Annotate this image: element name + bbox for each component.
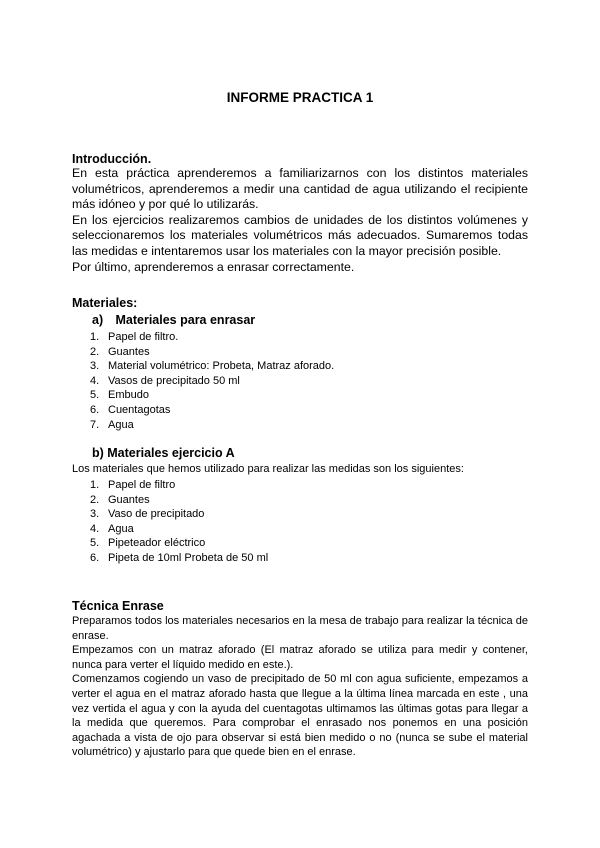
introduccion-paragraph-1: En esta práctica aprenderemos a familiarizarnos con los distintos materiales volumétricos, aprenderemos a medir una cantidad de agua utilizando el recipiente más idóneo y por qué lo utilizarás. <box>72 166 528 212</box>
list-item-number: 6. <box>90 551 100 564</box>
list-item-text: Agua <box>108 418 134 431</box>
introduccion-paragraph-2: En los ejercicios realizaremos cambios de unidades de los distintos volúmenes y seleccionaremos los materiales volumétricos más adecuados. Sumaremos todas las medidas e intentaremos usar los materiales con la mayor precisión posible. <box>72 212 528 258</box>
list-item <box>90 388 334 403</box>
tecnica-paragraph-3: Comenzamos cogiendo un vaso de precipitado de 50 ml con agua suficiente, empezamos a verter el agua en el matraz aforado hasta que llegue a la última línea marcada en este , una vez vertida el agua y con la ayuda del cuentagotas ultimamos las últimas gotas para llegar a la medida que queremos. Para comprobar el enrasado nos ponemos en una posición agachada a vista de ojo para observar si está bien medido o no (nunca se sube el material volumétrico) y ajustarlo para que quede bien en el enrase. <box>72 673 528 759</box>
list-item-text: Vaso de precipitado <box>108 508 205 521</box>
list-item-text: Pipeta de 10ml Probeta de 50 ml <box>108 551 269 564</box>
list-item-number: 1. <box>90 479 100 491</box>
tecnica-paragraph-2: Empezamos con un matraz aforado (El matraz aforado se utiliza para medir y contener, nunca para verter el líquido medido en este.). <box>72 644 528 671</box>
list-item <box>90 522 268 537</box>
introduccion-paragraph-3: Por último, aprenderemos a enrasar correctamente. <box>72 259 355 274</box>
list-item <box>90 478 268 493</box>
materiales-a-label: a) <box>92 313 104 327</box>
list-item <box>90 359 334 374</box>
list-item-text: Embudo <box>108 389 149 402</box>
introduccion-heading: Introducción. <box>72 152 152 166</box>
list-item <box>90 493 268 508</box>
list-item-text: Papel de filtro <box>108 479 176 491</box>
list-item-number: 4. <box>90 374 100 387</box>
list-item-number: 2. <box>90 345 100 358</box>
tecnica-body <box>72 614 528 760</box>
list-item-number: 5. <box>90 537 100 550</box>
tecnica-heading: Técnica Enrase <box>72 599 164 613</box>
materiales-a-list <box>90 330 334 432</box>
list-item <box>90 418 334 433</box>
list-item-text: Material volumétrico: Probeta, Matraz aforado. <box>108 360 335 373</box>
list-item-number: 4. <box>90 522 100 535</box>
list-item <box>90 330 334 345</box>
list-item-text: Agua <box>108 522 134 535</box>
materiales-b-list <box>90 478 268 566</box>
document-title: INFORME PRACTICA 1 <box>226 90 374 105</box>
list-item-number: 3. <box>90 508 100 521</box>
list-item <box>90 345 334 360</box>
list-item-text: Vasos de precipitado 50 ml <box>108 374 240 387</box>
list-item <box>90 374 334 389</box>
materiales-a-heading <box>92 313 255 327</box>
materiales-heading: Materiales: <box>72 296 138 310</box>
list-item-number: 2. <box>90 493 100 506</box>
tecnica-paragraph-1: Preparamos todos los materiales necesarios en la mesa de trabajo para realizar la técnica de enrase. <box>72 615 528 642</box>
list-item-number: 6. <box>90 403 100 416</box>
materiales-b-heading: b) Materiales ejercicio A <box>92 446 235 460</box>
list-item-number: 3. <box>90 360 100 373</box>
introduccion-body <box>72 166 528 275</box>
list-item-text: Pipeteador eléctrico <box>108 537 206 550</box>
list-item-text: Cuentagotas <box>108 403 171 416</box>
list-item <box>90 536 268 551</box>
list-item-text: Guantes <box>108 493 150 506</box>
list-item-text: Papel de filtro. <box>108 331 179 343</box>
list-item-number: 5. <box>90 389 100 402</box>
list-item <box>90 551 268 566</box>
list-item <box>90 403 334 418</box>
list-item-number: 7. <box>90 418 100 431</box>
list-item-number: 1. <box>90 331 100 343</box>
list-item-text: Guantes <box>108 345 150 358</box>
materiales-b-description: Los materiales que hemos utilizado para realizar las medidas son los siguientes: <box>72 463 464 475</box>
list-item <box>90 507 268 522</box>
materiales-a-title: Materiales para enrasar <box>115 313 256 327</box>
